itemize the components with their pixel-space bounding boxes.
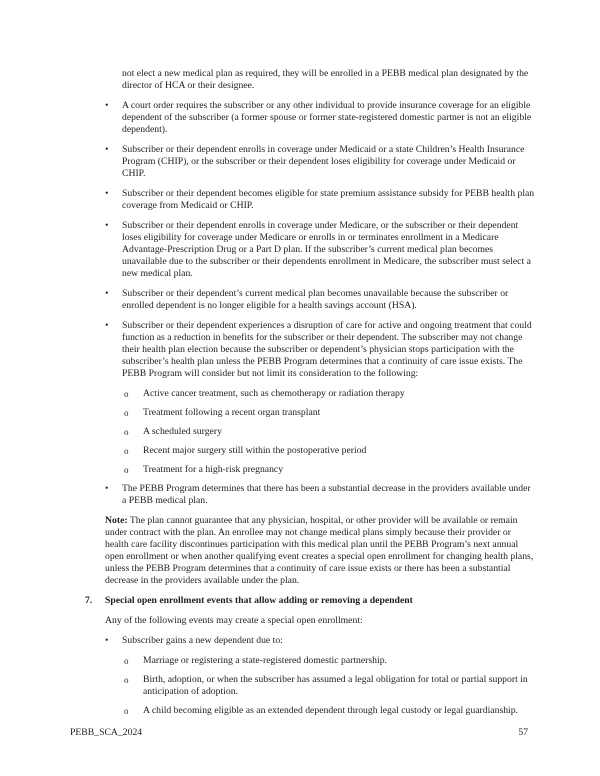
sub-list-item-text: A scheduled surgery (143, 426, 222, 437)
sub-list-item (105, 674, 536, 698)
bullet-icon: • (105, 220, 109, 231)
list-item (105, 188, 536, 212)
sub-list-item-text: Treatment for a high-risk pregnancy (143, 464, 284, 475)
circle-bullet-icon: o (124, 675, 129, 685)
sub-list-item-text: Recent major surgery still within the postoperative period (143, 445, 367, 456)
circle-bullet-icon: o (124, 427, 129, 437)
sub-list-item (105, 464, 536, 476)
footer-document-id: PEBB_SCA_2024 (70, 727, 143, 738)
list-item (105, 320, 536, 380)
list-item (105, 483, 536, 507)
bullet-icon: • (105, 100, 109, 111)
list-item (105, 100, 536, 136)
sub-list-item (105, 445, 536, 457)
list-item-text: Subscriber or their dependent becomes eligible for state premium assistance subsidy for PEBB health plan coverage from Medicaid or CHIP. (122, 188, 535, 211)
list-item (105, 288, 536, 312)
circle-bullet-icon: o (124, 656, 129, 666)
page-body (85, 68, 536, 724)
list-item-text: A court order requires the subscriber or any other individual to provide insurance coverage for an eligible dependent of the subscriber (a former spouse or former state-registered domestic partner is not an eligible dependent). (122, 100, 532, 135)
section-number: 7. (85, 595, 93, 606)
bullet-icon: • (105, 320, 109, 331)
sub-list-item-text: Treatment following a recent organ transplant (143, 407, 321, 418)
sub-list-item (105, 426, 536, 438)
bullet-icon: • (105, 144, 109, 155)
sub-list-item (105, 388, 536, 400)
list-item-text: Subscriber or their dependent’s current medical plan becomes unavailable because the subscriber or enrolled dependent is no longer eligible for a health savings account (HSA). (122, 288, 509, 311)
sub-list-item-text: Active cancer treatment, such as chemotherapy or radiation therapy (143, 388, 405, 399)
page-footer (70, 727, 528, 739)
bullet-icon: • (105, 483, 109, 494)
circle-bullet-icon: o (124, 465, 129, 475)
circle-bullet-icon: o (124, 389, 129, 399)
section-title: Special open enrollment events that allow adding or removing a dependent (105, 595, 413, 606)
sub-list-item-text: Birth, adoption, or when the subscriber has assumed a legal obligation for total or partial support in anticipation of adoption. (143, 674, 528, 697)
section-intro: Any of the following events may create a special open enrollment: (105, 615, 363, 626)
sub-list-item (105, 407, 536, 419)
list-item (105, 635, 536, 647)
list-item-text: Subscriber or their dependent enrolls in coverage under Medicaid or a state Children’s Health Insurance Program (CHIP), or the subscriber or their dependent loses eligibility for coverage under Medicaid or CHIP. (122, 144, 525, 179)
list-item (105, 220, 536, 280)
list-item-text: Subscriber or their dependent enrolls in coverage under Medicare, or the subscriber or their dependent loses eligibility for coverage under Medicare or enrolls in or terminates enrollment in a Medicare Advantage-Prescription Drug or a Part D plan. If the subscriber’s current medical plan becomes unavailable due to the subscriber or their dependents enrollment in Medicare, the subscriber must select a new medical plan. (122, 220, 531, 279)
circle-bullet-icon: o (124, 408, 129, 418)
bullet-icon: • (105, 288, 109, 299)
list-item-text: The PEBB Program determines that there has been a substantial decrease in the providers available under a PEBB medical plan. (122, 483, 531, 506)
footer-page-number: 57 (518, 727, 528, 738)
list-item-text: Subscriber or their dependent experiences a disruption of care for active and ongoing treatment that could function as a reduction in benefits for the subscriber or their dependent. The subscriber may not change their health plan election because the subscriber or dependent’s physician stops participation with the subscriber’s health plan unless the PEBB Program determines that a continuity of care issue exists. The PEBB Program will consider but not limit its consideration to the following: (122, 320, 532, 379)
note-paragraph (105, 515, 536, 587)
note-label: Note: (105, 515, 128, 526)
section-heading (85, 595, 536, 607)
bullet-icon: • (105, 635, 109, 646)
sub-list-item (105, 705, 536, 717)
sub-list-item (105, 655, 536, 667)
list-item (105, 144, 536, 180)
list-item-text: Subscriber gains a new dependent due to: (122, 635, 283, 646)
circle-bullet-icon: o (124, 446, 129, 456)
sub-list-item-text: A child becoming eligible as an extended dependent through legal custody or legal guardianship. (143, 705, 519, 716)
bullet-icon: • (105, 188, 109, 199)
note-text: The plan cannot guarantee that any physician, hospital, or other provider will be available or remain under contract with the plan. An enrollee may not change medical plans simply because their provider or health care facility discontinues participation with this medical plan until the PEBB Program’s next annual open enrollment or when another qualifying event creates a special open enrollment for changing health plans, unless the PEBB Program determines that a continuity of care issue exists or there has been a substantial decrease in the providers available under the plan. (105, 515, 534, 586)
paragraph-continuation: not elect a new medical plan as required, they will be enrolled in a PEBB medical plan designated by the director of HCA or their designee. (122, 68, 529, 91)
circle-bullet-icon: o (124, 706, 129, 716)
sub-list-item-text: Marriage or registering a state-registered domestic partnership. (143, 655, 387, 666)
